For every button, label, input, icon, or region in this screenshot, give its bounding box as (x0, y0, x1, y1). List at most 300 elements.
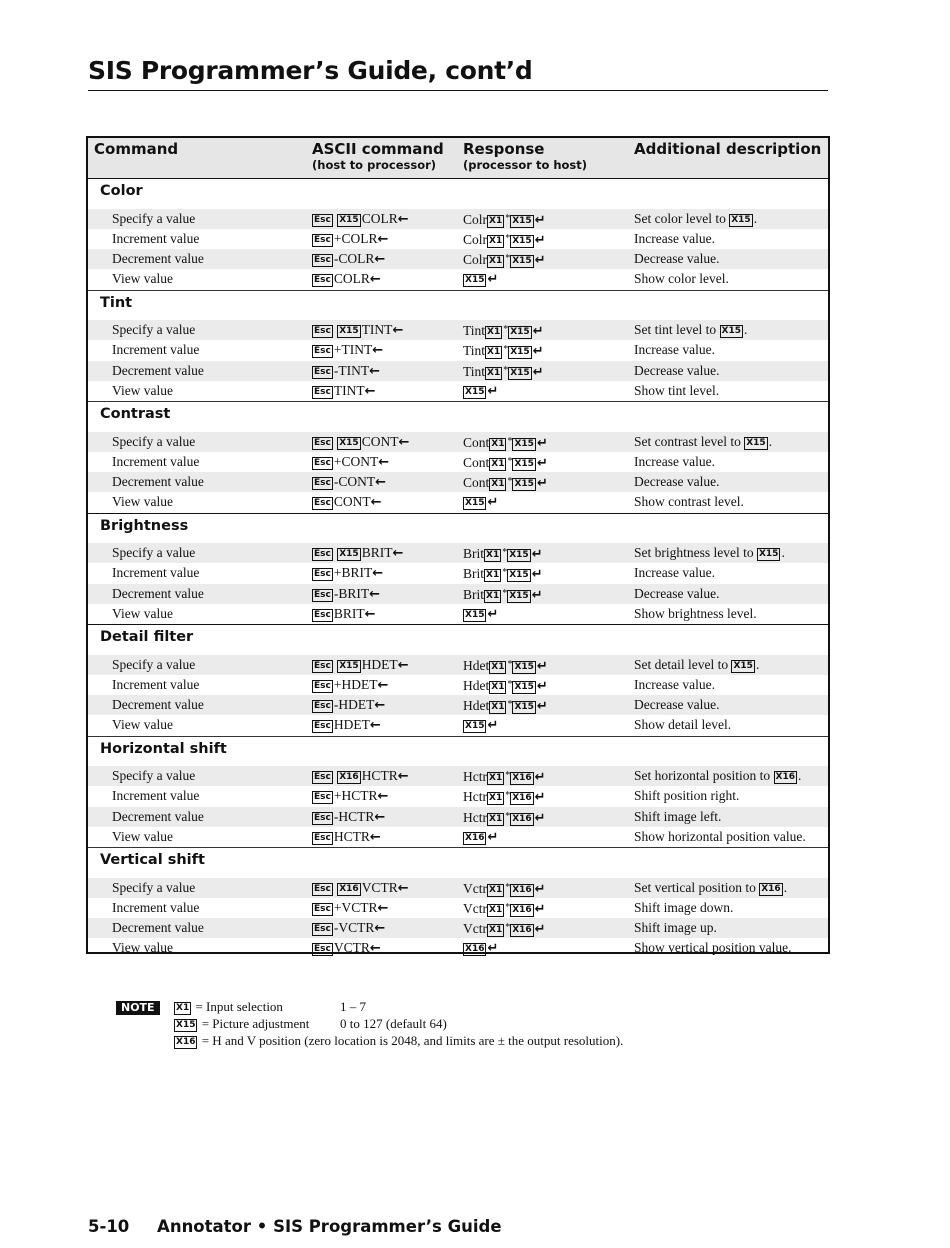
description-text: Decrease value. (634, 251, 720, 267)
header-response-sub: (processor to host) (463, 158, 588, 172)
section-color (88, 179, 828, 291)
x15-key: X15 (721, 326, 741, 336)
description-cell (634, 695, 719, 715)
esc-key: Esc (314, 721, 331, 732)
ascii-command: -VCTR (333, 920, 375, 936)
note-text: = H and V position (zero location is 2048, and limits are ± the output resolution). (201, 1033, 624, 1048)
period: . (753, 210, 758, 226)
description-cell (634, 472, 719, 492)
x15-key: X15 (512, 256, 532, 267)
table-row (88, 695, 828, 715)
response-cell (463, 786, 546, 808)
header-ascii-sub: (host to processor) (312, 158, 437, 172)
note-line-x1 (174, 999, 366, 1015)
esc-key: Esc (314, 275, 331, 286)
ascii-cell (312, 584, 380, 605)
ascii-cell (312, 786, 388, 807)
ascii-cell (312, 452, 389, 473)
ascii-command: VCTR (333, 940, 370, 956)
x16-key: X16 (512, 884, 532, 895)
return-arrow-icon: ↵ (487, 495, 499, 511)
return-arrow-icon: ↵ (534, 232, 546, 248)
ascii-command: TINT (333, 382, 365, 398)
response-prefix: Brit (463, 546, 485, 561)
return-arrow-icon: ↵ (536, 678, 548, 694)
asterisk: * (507, 678, 513, 690)
x15-key: X15 (758, 549, 779, 559)
command-label: View value (112, 605, 174, 621)
return-arrow-icon: ↵ (536, 435, 548, 451)
esc-key: Esc (314, 386, 331, 397)
table-row (88, 432, 828, 452)
header-ascii (312, 140, 444, 172)
return-arrow-icon: ↵ (534, 881, 546, 897)
return-arrow-icon: ↵ (534, 901, 546, 917)
asterisk: * (505, 810, 511, 822)
table-row (88, 766, 828, 786)
note-badge: NOTE (116, 1001, 160, 1015)
return-arrow-icon: ↵ (536, 476, 548, 492)
return-arrow-icon: ↵ (531, 547, 543, 562)
return-arrow-icon: ↵ (531, 567, 543, 583)
asterisk: * (507, 435, 513, 447)
description-text: Decrease value. (634, 585, 720, 601)
return-arrow-icon: ↵ (532, 324, 544, 339)
left-arrow-icon: ← (372, 566, 384, 582)
x1-key: X1 (486, 570, 500, 581)
return-arrow-icon: ↵ (534, 810, 546, 826)
return-arrow-icon: ↵ (487, 606, 499, 622)
table-row (88, 361, 828, 381)
ascii-command: -CONT (333, 474, 376, 490)
response-cell (463, 695, 548, 717)
description-text: Decrease value. (634, 474, 720, 490)
x15-key: X15 (514, 681, 534, 692)
command-label: View value (112, 494, 174, 510)
page-number: 5-10 (88, 1217, 130, 1236)
response-prefix: Colr (463, 252, 488, 268)
return-arrow-icon: ↵ (531, 587, 543, 603)
left-arrow-icon: ← (364, 383, 376, 399)
x1-key: X1 (489, 256, 503, 267)
section-title: Brightness (100, 517, 189, 534)
x1-key: X1 (491, 438, 505, 449)
period: . (783, 879, 788, 895)
ascii-cell (312, 918, 385, 939)
ascii-command: -COLR (333, 251, 375, 267)
x15-key: X15 (465, 721, 485, 732)
x15-key: X15 (514, 458, 534, 469)
x1-key: X1 (486, 590, 500, 601)
command-label: Increment value (112, 676, 200, 692)
ascii-cell (312, 269, 381, 290)
section-title: Contrast (100, 406, 171, 422)
x15-key: X15 (510, 327, 530, 337)
command-label: Specify a value (112, 656, 196, 672)
response-prefix: Hdet (463, 698, 490, 714)
esc-key: Esc (314, 883, 331, 894)
command-table (86, 136, 830, 957)
return-arrow-icon: ↵ (487, 941, 499, 957)
period: . (755, 656, 760, 672)
esc-key: Esc (314, 772, 331, 782)
description-cell (634, 209, 757, 229)
command-label: Specify a value (112, 322, 196, 337)
response-prefix: Vctr (463, 900, 487, 916)
x15-key: X15 (746, 437, 766, 448)
response-cell (463, 766, 546, 788)
table-row (88, 827, 828, 847)
ascii-cell (312, 898, 388, 919)
description-cell (634, 878, 787, 898)
x15-key: X15 (509, 590, 529, 601)
command-label: View value (112, 940, 174, 956)
left-arrow-icon: ← (397, 211, 409, 227)
description-text: Increase value. (634, 230, 715, 246)
left-arrow-icon: ← (374, 809, 386, 825)
esc-key: Esc (314, 792, 331, 803)
left-arrow-icon: ← (377, 900, 389, 916)
asterisk: * (502, 567, 508, 579)
x15-key: X15 (514, 661, 534, 672)
asterisk: * (507, 476, 513, 488)
esc-key: Esc (314, 457, 331, 468)
header-ascii-label: ASCII command (312, 140, 444, 158)
description-cell (634, 918, 717, 938)
x1-key: X1 (486, 550, 500, 560)
x15-key: X15 (512, 235, 532, 246)
x1-key: X1 (489, 235, 503, 246)
asterisk: * (505, 881, 511, 893)
description-text: Shift position right. (634, 788, 740, 804)
ascii-cell (312, 938, 381, 959)
description-text: Show detail level. (634, 717, 732, 733)
ascii-command: TINT (361, 322, 393, 337)
ascii-command: +COLR (333, 230, 378, 246)
period: . (797, 768, 802, 783)
command-label: Decrement value (112, 920, 204, 936)
period: . (781, 545, 785, 560)
description-cell (634, 229, 715, 249)
asterisk: * (502, 547, 508, 558)
note-value: 0 to 127 (default 64) (340, 1016, 447, 1031)
esc-key: Esc (314, 549, 331, 559)
ascii-command: +CONT (333, 453, 379, 469)
description-cell (634, 655, 759, 675)
x15-key: X15 (339, 549, 359, 559)
description-text: Set color level to (634, 210, 726, 226)
asterisk: * (505, 790, 511, 802)
return-arrow-icon: ↵ (487, 829, 499, 845)
left-arrow-icon: ← (398, 434, 410, 450)
x16-key: X16 (339, 883, 359, 894)
table-row (88, 340, 828, 360)
return-arrow-icon: ↵ (534, 253, 546, 269)
asterisk: * (503, 344, 509, 356)
description-text: Decrease value. (634, 697, 720, 713)
x16-key: X16 (339, 772, 359, 782)
command-label: Decrement value (112, 362, 204, 378)
left-arrow-icon: ← (397, 657, 409, 673)
response-prefix: Hdet (463, 677, 490, 693)
response-cell (463, 340, 544, 362)
x15-key: X15 (510, 347, 530, 358)
x15-key: X15 (514, 479, 534, 490)
x16-key: X16 (761, 883, 781, 894)
ascii-cell (312, 432, 409, 453)
x1-key: X1 (491, 458, 505, 469)
command-label: View value (112, 271, 174, 287)
asterisk: * (505, 770, 511, 781)
asterisk: * (505, 901, 511, 913)
esc-key: Esc (314, 234, 331, 245)
ascii-command: HCTR (333, 828, 370, 844)
description-text: Show color level. (634, 271, 729, 287)
description-text: Set contrast level to (634, 433, 741, 449)
period: . (743, 322, 748, 337)
return-arrow-icon: ↵ (536, 455, 548, 471)
header-response (463, 140, 587, 172)
x1-key: X1 (489, 813, 503, 824)
response-prefix: Cont (463, 475, 490, 491)
response-cell (463, 361, 544, 383)
x1-key: X1 (489, 904, 503, 915)
description-text: Shift image up. (634, 920, 717, 936)
x15-key: X15 (465, 498, 485, 509)
left-arrow-icon: ← (375, 475, 386, 491)
ascii-cell (312, 563, 383, 584)
response-prefix: Colr (463, 231, 488, 247)
ascii-cell (312, 655, 409, 676)
ascii-cell (312, 320, 403, 341)
section-title: Vertical shift (100, 852, 205, 868)
response-cell (463, 878, 546, 900)
ascii-cell (312, 492, 382, 513)
description-cell (634, 249, 719, 269)
ascii-cell (312, 340, 383, 361)
ascii-command: +TINT (333, 342, 373, 358)
note-line-x16 (174, 1033, 623, 1049)
x16-key: X16 (465, 944, 485, 955)
x1-key: X1 (489, 773, 503, 783)
x1-key: X1 (491, 479, 505, 490)
table-row (88, 675, 828, 695)
x15-key: X15 (512, 215, 532, 226)
command-label: Decrement value (112, 697, 204, 713)
response-prefix: Hdet (463, 657, 490, 673)
x1-key: X1 (176, 1003, 190, 1013)
table-row (88, 381, 828, 401)
response-cell (463, 249, 546, 271)
esc-key: Esc (314, 437, 331, 448)
description-text: Increase value. (634, 565, 715, 581)
command-label: View value (112, 382, 174, 398)
description-cell (634, 766, 801, 786)
ascii-cell (312, 675, 388, 696)
left-arrow-icon: ← (372, 343, 384, 359)
left-arrow-icon: ← (364, 606, 376, 622)
response-cell (463, 918, 546, 940)
ascii-command: -HDET (333, 697, 375, 713)
description-text: Set brightness level to (634, 545, 754, 560)
ascii-command: BRIT (333, 605, 365, 621)
response-cell (463, 604, 498, 625)
left-arrow-icon: ← (369, 272, 381, 288)
command-label: View value (112, 828, 174, 844)
response-cell (463, 807, 546, 829)
response-cell (463, 938, 498, 959)
asterisk: * (503, 324, 509, 335)
command-label: Decrement value (112, 251, 204, 267)
left-arrow-icon: ← (374, 252, 386, 268)
esc-key: Esc (314, 660, 331, 671)
response-prefix: Brit (463, 566, 485, 582)
x1-key: X1 (489, 215, 503, 226)
header-command: Command (94, 140, 179, 158)
x15-key: X15 (510, 367, 530, 378)
x15-key: X15 (514, 438, 534, 449)
left-arrow-icon: ← (369, 363, 380, 379)
header-response-label: Response (463, 140, 545, 158)
left-arrow-icon: ← (369, 829, 381, 845)
table-row (88, 807, 828, 827)
left-arrow-icon: ← (392, 546, 404, 561)
asterisk: * (503, 364, 509, 376)
description-text: Set detail level to (634, 656, 729, 672)
response-cell (463, 472, 548, 494)
table-row (88, 878, 828, 898)
table-row (88, 320, 828, 340)
description-text: Show brightness level. (634, 605, 757, 621)
description-cell (634, 827, 806, 847)
description-text: Shift image down. (634, 899, 734, 915)
section-horizontal-shift (88, 737, 828, 849)
table-row (88, 898, 828, 918)
ascii-command: COLR (361, 210, 398, 226)
ascii-command: -BRIT (333, 585, 370, 601)
response-prefix: Cont (463, 434, 490, 450)
response-cell (463, 269, 498, 290)
ascii-command: VCTR (361, 879, 398, 895)
ascii-command: +BRIT (333, 565, 373, 581)
esc-key: Esc (314, 680, 331, 691)
left-arrow-icon: ← (377, 789, 389, 805)
description-text: Show vertical position value. (634, 940, 792, 956)
description-cell (634, 452, 715, 472)
ascii-command: CONT (361, 433, 399, 449)
response-cell (463, 320, 544, 342)
asterisk: * (507, 455, 513, 467)
esc-key: Esc (314, 498, 331, 509)
description-cell (634, 786, 739, 806)
response-prefix: Hctr (463, 809, 487, 825)
table-row (88, 786, 828, 806)
table-row (88, 604, 828, 624)
x15-key: X15 (733, 660, 753, 671)
return-arrow-icon: ↵ (536, 699, 548, 715)
esc-key: Esc (314, 214, 331, 225)
x15-key: X15 (176, 1020, 196, 1030)
command-label: Specify a value (112, 768, 196, 783)
esc-key: Esc (314, 326, 331, 336)
left-arrow-icon: ← (397, 769, 409, 784)
esc-key: Esc (314, 346, 331, 357)
left-arrow-icon: ← (377, 231, 389, 247)
description-cell (634, 675, 715, 695)
x15-key: X15 (731, 214, 751, 225)
x15-key: X15 (465, 386, 485, 397)
left-arrow-icon: ← (370, 495, 382, 511)
response-cell (463, 543, 543, 565)
table-row (88, 229, 828, 249)
command-label: Specify a value (112, 879, 196, 895)
command-label: Specify a value (112, 433, 196, 449)
response-prefix: Cont (463, 454, 490, 470)
ascii-cell (312, 249, 385, 270)
ascii-cell (312, 229, 388, 250)
ascii-command: -HCTR (333, 808, 375, 824)
ascii-cell (312, 766, 409, 787)
response-cell (463, 229, 546, 251)
description-cell (634, 320, 747, 340)
return-arrow-icon: ↵ (487, 383, 499, 399)
esc-key: Esc (314, 589, 331, 600)
x1-key: X1 (487, 327, 501, 337)
esc-key: Esc (314, 701, 331, 712)
response-prefix: Tint (463, 323, 486, 338)
esc-key: Esc (314, 832, 331, 843)
description-text: Decrease value. (634, 362, 720, 378)
return-arrow-icon: ↵ (534, 922, 546, 938)
table-header (88, 138, 828, 179)
note-text: = Picture adjustment (201, 1016, 310, 1031)
response-prefix: Hctr (463, 789, 487, 805)
left-arrow-icon: ← (377, 677, 389, 693)
response-cell (463, 675, 548, 697)
ascii-cell (312, 543, 403, 564)
description-text: Show horizontal position value. (634, 828, 806, 844)
x15-key: X15 (465, 275, 485, 286)
section-vertical-shift (88, 848, 828, 960)
asterisk: * (505, 232, 511, 244)
esc-key: Esc (314, 812, 331, 823)
section-title: Horizontal shift (100, 740, 227, 757)
x1-key: X1 (489, 793, 503, 804)
ascii-command: BRIT (361, 545, 393, 560)
ascii-command: HDET (361, 656, 398, 672)
table-row (88, 472, 828, 492)
section-title: Tint (100, 294, 133, 311)
return-arrow-icon: ↵ (534, 790, 546, 806)
ascii-cell (312, 827, 381, 848)
ascii-cell (312, 472, 386, 493)
asterisk: * (507, 658, 513, 670)
ascii-cell (312, 361, 380, 382)
x15-key: X15 (339, 326, 359, 336)
response-cell (463, 452, 548, 474)
page-footer (88, 1217, 502, 1236)
x15-key: X15 (339, 437, 359, 448)
command-label: View value (112, 717, 174, 733)
description-cell (634, 492, 744, 512)
response-cell (463, 584, 543, 606)
response-cell (463, 827, 498, 848)
ascii-cell (312, 715, 381, 736)
table-row (88, 655, 828, 675)
esc-key: Esc (314, 924, 331, 935)
x1-key: X1 (489, 884, 503, 895)
table-row (88, 563, 828, 583)
